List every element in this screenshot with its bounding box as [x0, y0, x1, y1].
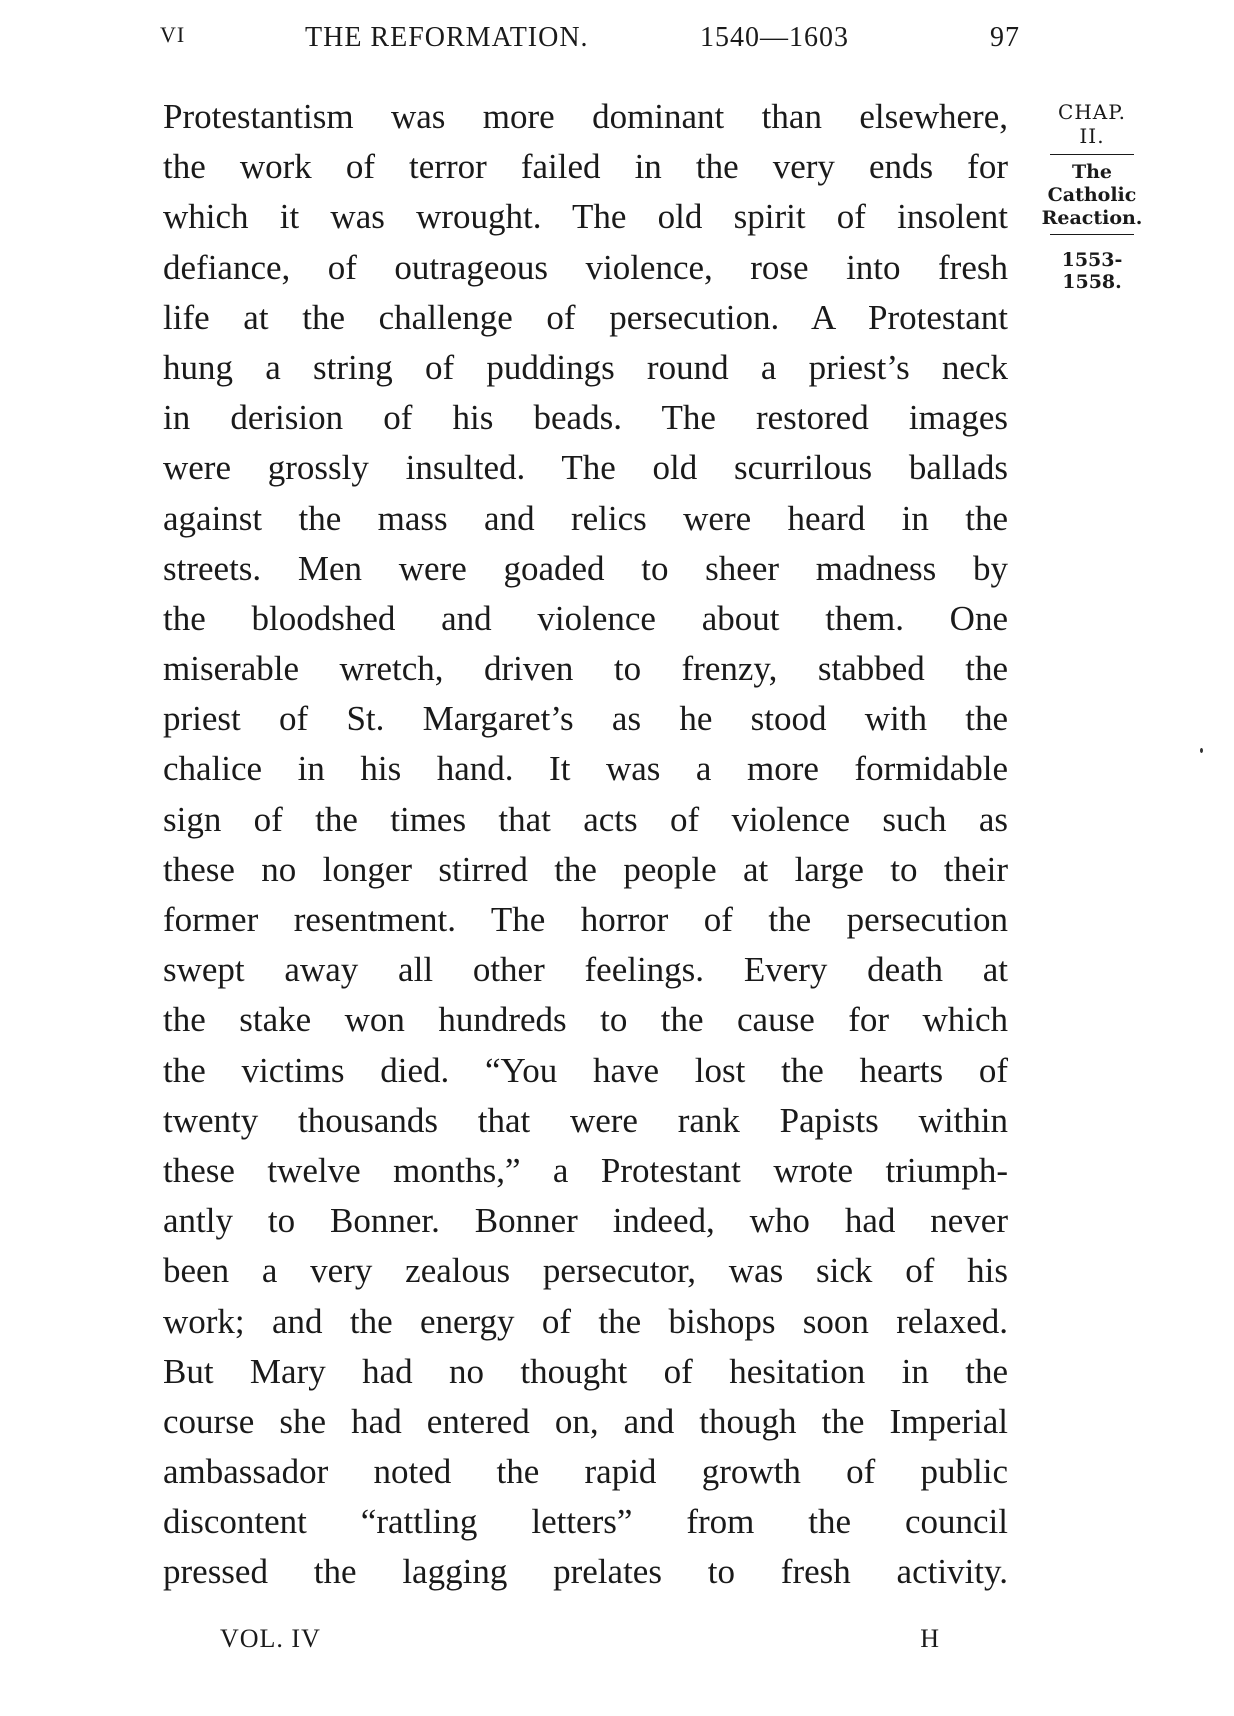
text-line: the victims died. “You have lost the hearts of	[163, 1050, 1008, 1090]
text-line: Protestantism was more dominant than elsewhere,	[163, 97, 1008, 136]
signature-mark: H	[920, 1624, 940, 1653]
topic-line: The	[1071, 161, 1113, 183]
margin-note	[1032, 100, 1152, 293]
text-line: the bloodshed and violence about them. One	[163, 598, 1008, 638]
topic-line: Catholic	[1047, 184, 1137, 206]
date-range: 1553-1558.	[1061, 249, 1123, 293]
text-line: swept away all other feelings. Every death at	[163, 950, 1008, 990]
text-line: these no longer stirred the people at large to their	[163, 849, 1008, 889]
topic-label	[1041, 161, 1143, 235]
text-line: course she had entered on, and though the Imperial	[163, 1401, 1008, 1441]
section-number: VI	[160, 22, 186, 47]
footer	[220, 1624, 940, 1664]
text-line: twenty thousands that were rank Papists within	[163, 1100, 1008, 1140]
volume-label: VOL. IV	[220, 1624, 321, 1653]
text-line: pressed the lagging prelates to fresh activity.	[163, 1552, 1008, 1592]
text-line: life at the challenge of persecution. A Protestant	[163, 297, 1008, 337]
text-line: former resentment. The horror of the persecution	[163, 900, 1008, 939]
text-line: priest of St. Margaret’s as he stood with the	[163, 699, 1008, 739]
running-years: 1540—1603	[700, 22, 849, 53]
text-line: ambassador noted the rapid growth of public	[163, 1452, 1008, 1492]
running-head	[160, 22, 1020, 62]
text-line: work; and the energy of the bishops soon relaxed.	[163, 1301, 1008, 1341]
text-line: been a very zealous persecutor, was sick of his	[163, 1251, 1008, 1291]
chapter-label: CHAP. II.	[1050, 100, 1134, 155]
text-line: these twelve months,” a Protestant wrote triumph-	[163, 1150, 1008, 1190]
text-line: miserable wretch, driven to frenzy, stabbed the	[163, 649, 1008, 689]
text-line: the work of terror failed in the very ends for	[163, 147, 1008, 187]
running-title: THE REFORMATION.	[305, 22, 589, 53]
text-line: sign of the times that acts of violence such as	[163, 799, 1008, 839]
ink-speck	[1200, 748, 1203, 753]
text-line: chalice in his hand. It was a more formidable	[163, 749, 1008, 789]
body-text	[163, 92, 1008, 1598]
text-line: against the mass and relics were heard in the	[163, 498, 1008, 538]
text-line: discontent “rattling letters” from the council	[163, 1502, 1008, 1542]
topic-line: Reaction.	[1041, 207, 1143, 229]
text-line: streets. Men were goaded to sheer madness by	[163, 548, 1008, 588]
text-line: antly to Bonner. Bonner indeed, who had never	[163, 1201, 1008, 1241]
text-line: were grossly insulted. The old scurrilous ballads	[163, 448, 1008, 488]
text-line: the stake won hundreds to the cause for which	[163, 1000, 1008, 1040]
text-line: But Mary had no thought of hesitation in the	[163, 1351, 1008, 1391]
text-line: which it was wrought. The old spirit of insolent	[163, 197, 1008, 237]
text-line: hung a string of puddings round a priest’s neck	[163, 347, 1008, 387]
page-number: 97	[990, 22, 1020, 53]
text-line: defiance, of outrageous violence, rose into fresh	[163, 247, 1008, 287]
text-line: in derision of his beads. The restored images	[163, 398, 1008, 438]
